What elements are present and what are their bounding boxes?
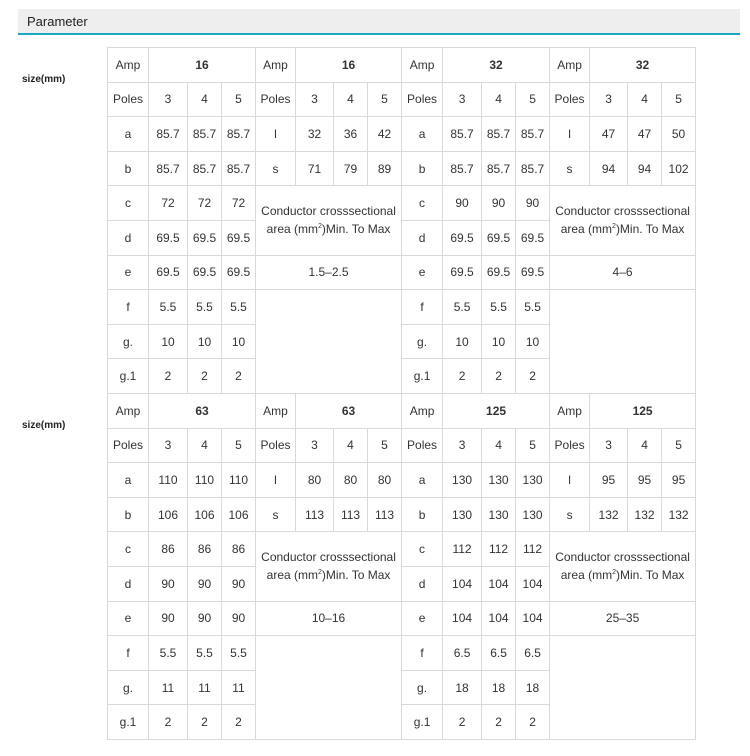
poles-value: 4 — [482, 428, 516, 463]
dimension-label: g. — [402, 324, 443, 359]
l-label: l — [550, 463, 590, 498]
dimension-label: g. — [108, 324, 149, 359]
dimension-value: 90 — [188, 601, 222, 636]
dimension-value: 2 — [516, 705, 550, 740]
poles-value: 3 — [149, 428, 188, 463]
dimension-value: 90 — [188, 566, 222, 601]
dimension-label: e — [402, 255, 443, 290]
dimension-value: 90 — [516, 186, 550, 221]
dimension-value: 5.5 — [149, 636, 188, 671]
s-label: s — [256, 151, 296, 186]
dimension-label: a — [402, 117, 443, 152]
amp-value: 32 — [443, 48, 550, 83]
dimension-value: 85.7 — [516, 151, 550, 186]
poles-label: Poles — [108, 82, 149, 117]
dimension-value: 2 — [482, 359, 516, 394]
table-row — [108, 497, 696, 532]
table-row — [108, 532, 696, 567]
dimension-value: 2 — [149, 359, 188, 394]
dimension-label: g. — [108, 670, 149, 705]
dimension-value: 72 — [222, 186, 256, 221]
dimension-value: 5.5 — [149, 290, 188, 325]
conductor-label-line2: area $(mm^2)Min$. To Max — [560, 222, 685, 237]
dimension-value: 104 — [443, 566, 482, 601]
poles-value: 4 — [334, 428, 368, 463]
l-value: 32 — [296, 117, 334, 152]
dimension-value: 90 — [443, 186, 482, 221]
poles-value: 5 — [222, 428, 256, 463]
dimension-value: 90 — [222, 566, 256, 601]
dimension-value: 85.7 — [482, 151, 516, 186]
amp-label: Amp — [108, 394, 149, 429]
dimension-value: 2 — [516, 359, 550, 394]
dimension-value: 18 — [482, 670, 516, 705]
dimension-value: 90 — [482, 186, 516, 221]
dimension-value: 10 — [443, 324, 482, 359]
table-row — [108, 394, 696, 429]
poles-value: 5 — [222, 82, 256, 117]
amp-value: 63 — [296, 394, 402, 429]
poles-value: 3 — [443, 428, 482, 463]
title-bar — [18, 9, 740, 35]
amp-label: Amp — [402, 48, 443, 83]
dimension-value: 85.7 — [482, 117, 516, 152]
table-row — [108, 117, 696, 152]
empty-cell — [550, 290, 696, 325]
amp-label: Amp — [108, 48, 149, 83]
poles-value: 5 — [516, 82, 550, 117]
conductor-label-line1: Conductor crosssectional — [555, 204, 690, 219]
dimension-value: 85.7 — [149, 117, 188, 152]
dimension-value: 69.5 — [516, 220, 550, 255]
poles-label: Poles — [108, 428, 149, 463]
poles-value: 5 — [662, 82, 696, 117]
l-value: 47 — [628, 117, 662, 152]
dimension-value: 86 — [188, 532, 222, 567]
poles-value: 5 — [368, 428, 402, 463]
empty-cell — [256, 636, 402, 671]
dimension-label: e — [108, 601, 149, 636]
dimension-value: 11 — [188, 670, 222, 705]
s-value: 94 — [590, 151, 628, 186]
conductor-area-label — [550, 532, 696, 601]
dimension-value: 6.5 — [482, 636, 516, 671]
dimension-label: d — [108, 220, 149, 255]
dimension-value: 5.5 — [222, 290, 256, 325]
poles-value: 4 — [628, 428, 662, 463]
conductor-range: 10–16 — [256, 601, 402, 636]
dimension-value: 85.7 — [149, 151, 188, 186]
dimension-value: 86 — [222, 532, 256, 567]
amp-value: 32 — [590, 48, 696, 83]
dimension-value: 69.5 — [188, 255, 222, 290]
conductor-range: 1.5–2.5 — [256, 255, 402, 290]
poles-value: 4 — [188, 428, 222, 463]
amp-value: 125 — [443, 394, 550, 429]
dimension-value: 5.5 — [516, 290, 550, 325]
dimension-value: 2 — [222, 359, 256, 394]
dimension-value: 72 — [188, 186, 222, 221]
amp-label: Amp — [256, 48, 296, 83]
l-label: l — [550, 117, 590, 152]
dimension-value: 2 — [482, 705, 516, 740]
dimension-value: 5.5 — [222, 636, 256, 671]
dimension-value: 69.5 — [149, 255, 188, 290]
empty-cell — [256, 670, 402, 705]
l-value: 42 — [368, 117, 402, 152]
dimension-value: 85.7 — [222, 151, 256, 186]
conductor-range: 4–6 — [550, 255, 696, 290]
dimension-value: 85.7 — [443, 117, 482, 152]
dimension-value: 18 — [443, 670, 482, 705]
dimension-value: 104 — [443, 601, 482, 636]
dimension-label: f — [108, 636, 149, 671]
dimension-value: 69.5 — [222, 255, 256, 290]
poles-value: 4 — [628, 82, 662, 117]
table-row — [108, 48, 696, 83]
l-label: l — [256, 117, 296, 152]
empty-cell — [256, 705, 402, 740]
conductor-label-line2: area $(mm^2)Min$. To Max — [266, 568, 391, 583]
dimension-label: g.1 — [402, 359, 443, 394]
dimension-value: 11 — [149, 670, 188, 705]
empty-cell — [256, 290, 402, 325]
table-row — [108, 670, 696, 705]
dimension-label: e — [402, 601, 443, 636]
poles-value: 4 — [482, 82, 516, 117]
poles-value: 3 — [443, 82, 482, 117]
dimension-label: b — [108, 151, 149, 186]
conductor-area-label — [550, 186, 696, 255]
dimension-label: f — [402, 636, 443, 671]
dimension-value: 2 — [149, 705, 188, 740]
dimension-value: 72 — [149, 186, 188, 221]
dimension-value: 10 — [188, 324, 222, 359]
conductor-area-label — [256, 186, 402, 255]
dimension-value: 10 — [482, 324, 516, 359]
dimension-value: 104 — [482, 566, 516, 601]
dimension-value: 85.7 — [222, 117, 256, 152]
superscript-2: 2 — [318, 223, 322, 231]
dimension-value: 90 — [149, 566, 188, 601]
table-row — [108, 359, 696, 394]
dimension-value: 112 — [516, 532, 550, 567]
dimension-value: 2 — [443, 705, 482, 740]
dimension-value: 104 — [516, 601, 550, 636]
dimension-label: d — [402, 566, 443, 601]
s-value: 102 — [662, 151, 696, 186]
s-value: 79 — [334, 151, 368, 186]
conductor-area-label — [256, 532, 402, 601]
conductor-label-text — [550, 549, 695, 583]
dimension-label: c — [108, 186, 149, 221]
dimension-value: 10 — [149, 324, 188, 359]
dimension-value: 5.5 — [443, 290, 482, 325]
l-value: 36 — [334, 117, 368, 152]
s-value: 113 — [296, 497, 334, 532]
dimension-label: c — [108, 532, 149, 567]
empty-cell — [550, 324, 696, 359]
dimension-label: g.1 — [108, 705, 149, 740]
empty-cell — [256, 359, 402, 394]
poles-value: 3 — [590, 428, 628, 463]
dimension-value: 5.5 — [188, 636, 222, 671]
dimension-value: 110 — [188, 463, 222, 498]
table-row — [108, 290, 696, 325]
s-value: 89 — [368, 151, 402, 186]
s-label: s — [256, 497, 296, 532]
dimension-value: 106 — [188, 497, 222, 532]
superscript-2: 2 — [612, 223, 616, 231]
dimension-label: d — [108, 566, 149, 601]
table-row — [108, 428, 696, 463]
dimension-value: 104 — [516, 566, 550, 601]
dimension-label: a — [402, 463, 443, 498]
amp-label: Amp — [256, 394, 296, 429]
dimension-label: b — [402, 497, 443, 532]
l-value: 80 — [368, 463, 402, 498]
dimension-value: 86 — [149, 532, 188, 567]
empty-cell — [550, 705, 696, 740]
l-value: 80 — [334, 463, 368, 498]
dimension-value: 106 — [222, 497, 256, 532]
dimension-label: g.1 — [108, 359, 149, 394]
table-row — [108, 82, 696, 117]
dimension-value: 90 — [149, 601, 188, 636]
size-label: size(mm) — [22, 420, 66, 431]
s-value: 132 — [590, 497, 628, 532]
l-value: 95 — [590, 463, 628, 498]
dimension-value: 69.5 — [188, 220, 222, 255]
poles-value: 3 — [149, 82, 188, 117]
dimension-value: 2 — [188, 359, 222, 394]
l-value: 47 — [590, 117, 628, 152]
poles-value: 3 — [296, 82, 334, 117]
amp-label: Amp — [402, 394, 443, 429]
spec-table — [107, 393, 696, 740]
table-row — [108, 705, 696, 740]
dimension-value: 69.5 — [482, 220, 516, 255]
poles-value: 5 — [662, 428, 696, 463]
conductor-label-line1: Conductor crosssectional — [555, 550, 690, 565]
table-row — [108, 186, 696, 221]
amp-value: 63 — [149, 394, 256, 429]
dimension-value: 90 — [222, 601, 256, 636]
amp-label: Amp — [550, 394, 590, 429]
empty-cell — [550, 636, 696, 671]
dimension-label: g.1 — [402, 705, 443, 740]
dimension-value: 69.5 — [149, 220, 188, 255]
conductor-label-line1: Conductor crosssectional — [261, 204, 396, 219]
l-value: 95 — [628, 463, 662, 498]
poles-value: 3 — [590, 82, 628, 117]
dimension-value: 2 — [222, 705, 256, 740]
dimension-value: 85.7 — [516, 117, 550, 152]
s-value: 113 — [334, 497, 368, 532]
dimension-value: 10 — [516, 324, 550, 359]
amp-value: 16 — [149, 48, 256, 83]
dimension-value: 104 — [482, 601, 516, 636]
conductor-label-line2: area $(mm^2)Min$. To Max — [266, 222, 391, 237]
dimension-value: 69.5 — [222, 220, 256, 255]
dimension-value: 5.5 — [482, 290, 516, 325]
dimension-label: e — [108, 255, 149, 290]
table-row — [108, 324, 696, 359]
dimension-value: 106 — [149, 497, 188, 532]
table-row — [108, 255, 696, 290]
dimension-value: 2 — [188, 705, 222, 740]
l-value: 50 — [662, 117, 696, 152]
dimension-value: 6.5 — [516, 636, 550, 671]
poles-value: 5 — [516, 428, 550, 463]
table-row — [108, 601, 696, 636]
poles-value: 3 — [296, 428, 334, 463]
dimension-value: 2 — [443, 359, 482, 394]
dimension-value: 130 — [443, 497, 482, 532]
dimension-value: 110 — [222, 463, 256, 498]
poles-value: 4 — [188, 82, 222, 117]
l-value: 95 — [662, 463, 696, 498]
poles-value: 4 — [334, 82, 368, 117]
superscript-2: 2 — [318, 569, 322, 577]
dimension-value: 130 — [443, 463, 482, 498]
poles-label: Poles — [550, 428, 590, 463]
dimension-value: 112 — [443, 532, 482, 567]
dimension-value: 130 — [482, 463, 516, 498]
table-row — [108, 151, 696, 186]
dimension-label: b — [108, 497, 149, 532]
dimension-value: 85.7 — [188, 151, 222, 186]
table-row — [108, 636, 696, 671]
poles-label: Poles — [256, 82, 296, 117]
amp-value: 125 — [590, 394, 696, 429]
l-value: 80 — [296, 463, 334, 498]
conductor-label-line1: Conductor crosssectional — [261, 550, 396, 565]
dimension-label: b — [402, 151, 443, 186]
dimension-value: 85.7 — [443, 151, 482, 186]
table-row — [108, 463, 696, 498]
dimension-value: 69.5 — [516, 255, 550, 290]
empty-cell — [550, 670, 696, 705]
amp-value: 16 — [296, 48, 402, 83]
dimension-label: a — [108, 117, 149, 152]
dimension-value: 130 — [482, 497, 516, 532]
conductor-label-text — [256, 549, 401, 583]
dimension-value: 69.5 — [443, 255, 482, 290]
poles-label: Poles — [402, 82, 443, 117]
s-value: 132 — [662, 497, 696, 532]
s-value: 71 — [296, 151, 334, 186]
s-value: 94 — [628, 151, 662, 186]
s-label: s — [550, 497, 590, 532]
empty-cell — [256, 324, 402, 359]
dimension-value: 18 — [516, 670, 550, 705]
s-value: 132 — [628, 497, 662, 532]
page-title: Parameter — [27, 14, 88, 29]
dimension-value: 85.7 — [188, 117, 222, 152]
poles-label: Poles — [402, 428, 443, 463]
amp-label: Amp — [550, 48, 590, 83]
dimension-label: f — [108, 290, 149, 325]
dimension-value: 112 — [482, 532, 516, 567]
dimension-value: 6.5 — [443, 636, 482, 671]
poles-label: Poles — [256, 428, 296, 463]
dimension-value: 11 — [222, 670, 256, 705]
dimension-label: f — [402, 290, 443, 325]
dimension-label: c — [402, 186, 443, 221]
conductor-label-text — [256, 203, 401, 237]
conductor-label-text — [550, 203, 695, 237]
dimension-label: a — [108, 463, 149, 498]
s-label: s — [550, 151, 590, 186]
poles-value: 5 — [368, 82, 402, 117]
dimension-value: 69.5 — [482, 255, 516, 290]
dimension-label: c — [402, 532, 443, 567]
l-label: l — [256, 463, 296, 498]
spec-table — [107, 47, 696, 394]
dimension-value: 130 — [516, 463, 550, 498]
dimension-value: 10 — [222, 324, 256, 359]
conductor-label-line2: area $(mm^2)Min$. To Max — [560, 568, 685, 583]
conductor-range: 25–35 — [550, 601, 696, 636]
dimension-label: g. — [402, 670, 443, 705]
dimension-value: 5.5 — [188, 290, 222, 325]
poles-label: Poles — [550, 82, 590, 117]
dimension-label: d — [402, 220, 443, 255]
size-label: size(mm) — [22, 74, 66, 85]
empty-cell — [550, 359, 696, 394]
s-value: 113 — [368, 497, 402, 532]
superscript-2: 2 — [612, 569, 616, 577]
dimension-value: 69.5 — [443, 220, 482, 255]
dimension-value: 130 — [516, 497, 550, 532]
dimension-value: 110 — [149, 463, 188, 498]
